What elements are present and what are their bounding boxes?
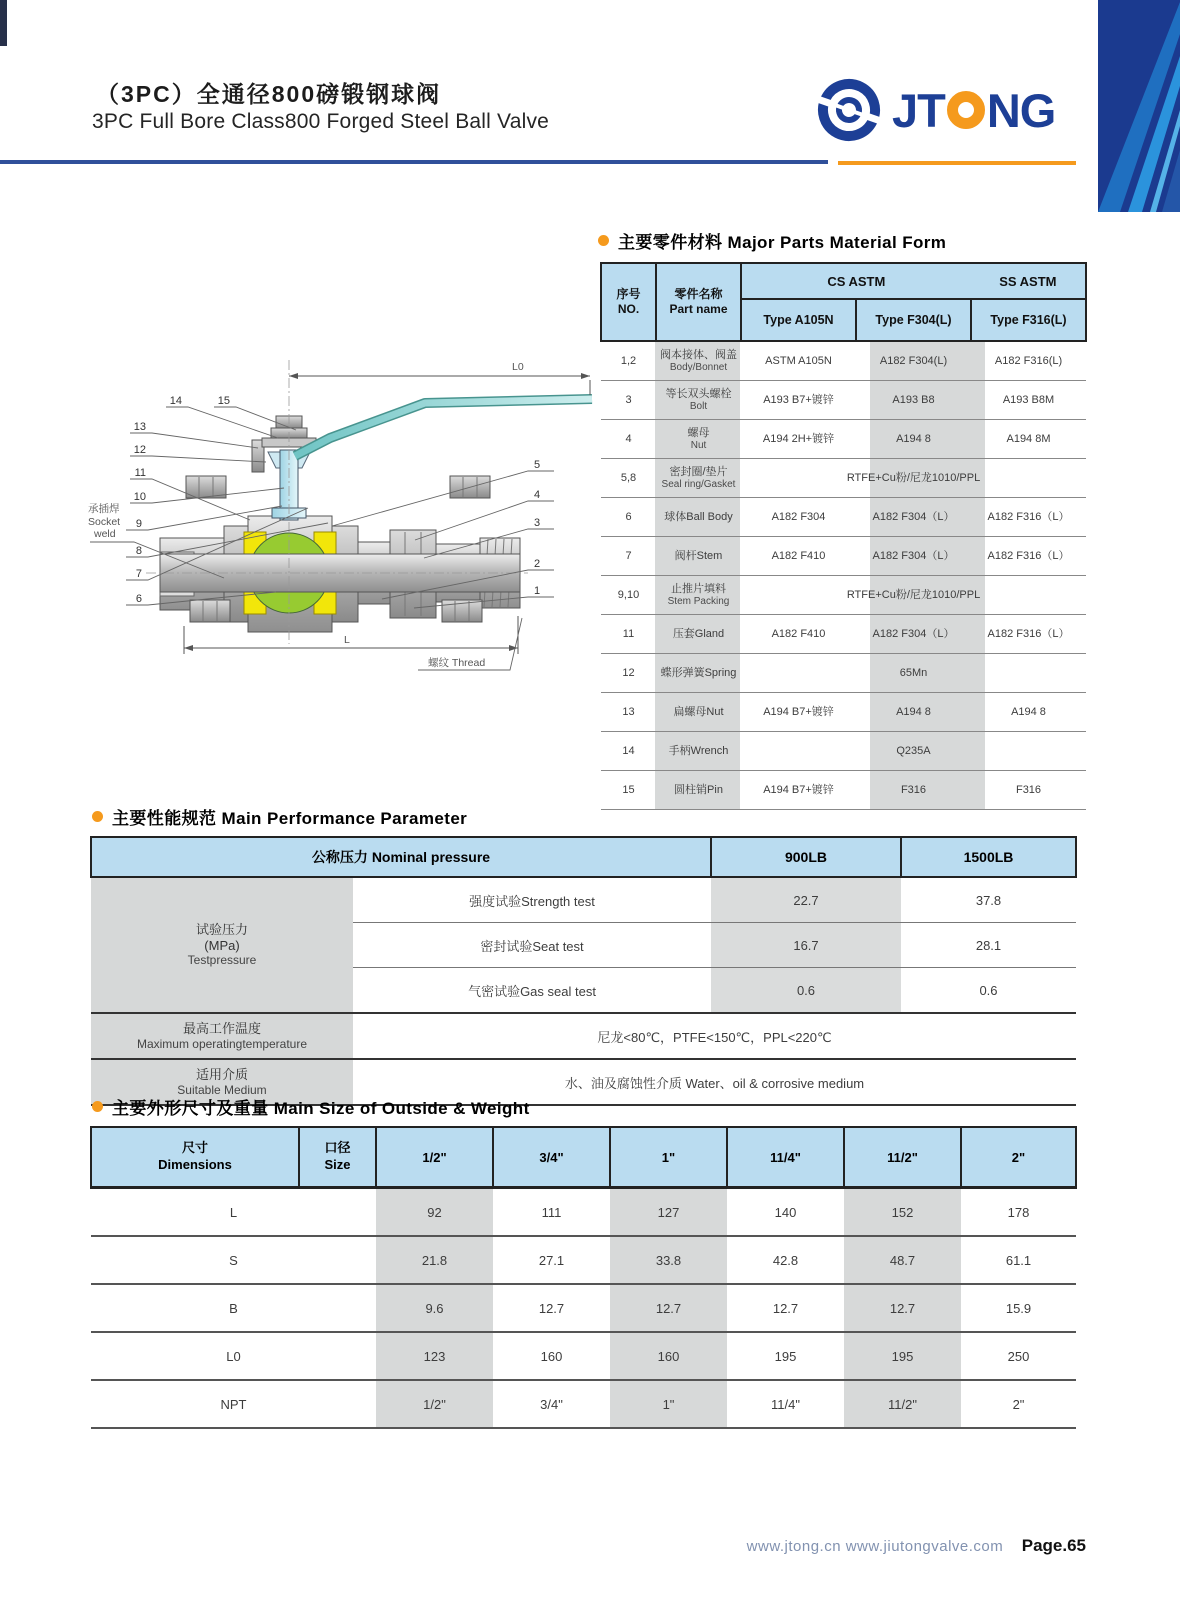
performance-row: [91, 877, 1076, 923]
part-name: [656, 615, 741, 654]
col-header-type-f304: Type F304(L): [856, 299, 971, 341]
size-value: 27.1: [538, 1252, 565, 1268]
pressure-col-900lb: 900LB: [711, 837, 901, 877]
size-value: 123: [376, 1332, 493, 1380]
socket-weld-label-cn: 承插焊: [88, 503, 120, 515]
size-value: 42.8: [772, 1252, 799, 1268]
size-value: 15.9: [1005, 1300, 1032, 1316]
test-value-1500lb: 37.8: [975, 892, 1002, 908]
part-no: 14: [601, 732, 656, 771]
part-callout-6: 6: [135, 593, 142, 605]
medium-value: 水、油及腐蚀性介质 Water、oil & corrosive medium: [564, 1075, 865, 1091]
material-value: F316: [971, 771, 1086, 810]
part-no: 4: [601, 420, 656, 459]
size-value: 2": [1012, 1396, 1025, 1412]
size-value: 11/4": [771, 1396, 800, 1412]
col-header-part-name: 零件名称 Part name: [656, 263, 741, 341]
callout-leader-12: [130, 456, 266, 462]
size-value: 160: [610, 1332, 727, 1380]
part-callout-9: 9: [135, 518, 142, 530]
material-value: A182 F410: [741, 537, 856, 576]
section-title: 主要零件材料 Major Parts Material Form: [618, 233, 947, 252]
part-name-en: Stem Packing: [667, 595, 730, 607]
callout-leader-13: [130, 433, 258, 448]
material-value: A193 B8M: [971, 381, 1086, 420]
material-value: A194 8: [856, 420, 971, 459]
part-callout-8: 8: [135, 545, 142, 557]
brand-text-jt: JT: [892, 83, 945, 137]
material-value: A182 F304: [741, 498, 856, 537]
size-value: 48.7: [844, 1236, 961, 1284]
section-sizes-heading: [92, 1094, 530, 1119]
size-value: 1": [610, 1380, 727, 1428]
size-value: 3/4": [540, 1396, 563, 1412]
part-name-cn: 阀本接体、阀盖: [660, 348, 737, 361]
size-col-header: 1": [610, 1127, 727, 1188]
size-value: 140: [774, 1204, 797, 1220]
material-value: A193 B8: [856, 381, 971, 420]
col-group-header: [741, 263, 1086, 299]
material-value: A194 2H+镀锌: [741, 420, 856, 459]
callout-leader-14: [166, 407, 278, 438]
test-name: 强度试验Strength test: [469, 893, 595, 909]
size-value: 12.7: [538, 1300, 565, 1316]
part-name: [656, 459, 741, 498]
part-callout-1: 1: [534, 585, 541, 597]
col-header-bore-size: 口径 Size: [299, 1127, 376, 1188]
section-title: 主要性能规范 Main Performance Parameter: [112, 809, 468, 828]
part-name-cn: 手柄Wrench: [668, 744, 729, 757]
callout-leader-5: [332, 471, 554, 526]
material-value: A182 F410: [741, 615, 856, 654]
dim-arrow: [509, 645, 518, 651]
socket-weld-label-en2: weld: [94, 528, 116, 540]
material-value: A193 B7+镀锌: [741, 381, 856, 420]
part-name: [656, 654, 741, 693]
materials-row: [601, 654, 1086, 693]
part-callout-4: 4: [534, 489, 541, 501]
col-header-type-f316: Type F316(L): [971, 299, 1086, 341]
bullet-icon: [598, 235, 609, 246]
size-value: 9.6: [376, 1284, 493, 1332]
material-value: A194 8M: [971, 420, 1086, 459]
materials-row: [601, 341, 1086, 381]
part-name-cn: 止推片填料: [671, 582, 726, 595]
size-col-header: 2": [961, 1127, 1076, 1188]
dimension-label: B: [229, 1300, 238, 1316]
valve-drawing: [82, 346, 612, 681]
materials-row: [601, 537, 1086, 576]
part-name: [656, 381, 741, 420]
test-value-1500lb: 28.1: [975, 937, 1002, 953]
size-row: [91, 1188, 1076, 1237]
part-name: [656, 537, 741, 576]
test-pressure-label: 试验压力 (MPa) Testpressure: [91, 877, 353, 1013]
part-callout-5: 5: [534, 459, 541, 471]
material-value: ASTM A105N: [741, 341, 856, 381]
header-rule-blue: [0, 160, 828, 164]
page-footer: [0, 1536, 1086, 1556]
footer-websites: www.jtong.cn www.jiutongvalve.com: [746, 1538, 1004, 1555]
dimension-label: L: [229, 1204, 238, 1220]
part-no: 9,10: [601, 576, 656, 615]
part-no: 12: [601, 654, 656, 693]
section-performance-heading: [92, 804, 467, 829]
materials-row: [601, 732, 1086, 771]
materials-row: [601, 381, 1086, 420]
material-value: A194 8: [971, 693, 1086, 732]
part-name-en: Body/Bonnet: [669, 361, 728, 373]
part-name: [656, 498, 741, 537]
section-title: 主要外形尺寸及重量 Main Size of Outside & Weight: [112, 1099, 530, 1118]
dim-l0-label: L0: [512, 361, 524, 373]
material-value: A182 F304（L）: [856, 537, 971, 576]
part-callout-10: 10: [133, 491, 146, 503]
material-value: A194 B7+镀锌: [741, 771, 856, 810]
dimension-label: NPT: [220, 1396, 247, 1412]
test-name: 气密试验Gas seal test: [468, 983, 596, 999]
part-name: [656, 341, 741, 381]
material-value: Q235A: [741, 732, 1086, 771]
corner-decoration: [1098, 0, 1180, 212]
part-no: 11: [601, 615, 656, 654]
group-cs-astm: CS ASTM: [827, 273, 886, 289]
size-value: 178: [1007, 1204, 1030, 1220]
col-header-no: 序号 NO.: [601, 263, 656, 341]
part-name: [656, 576, 741, 615]
size-value: 160: [540, 1348, 563, 1364]
brand-logo: [812, 72, 1092, 158]
test-value-900lb: 16.7: [711, 923, 901, 968]
part-callout-12: 12: [133, 444, 146, 456]
bullet-icon: [92, 1101, 103, 1112]
medium-label: 适用介质 Suitable Medium: [91, 1059, 353, 1105]
size-value: 21.8: [376, 1236, 493, 1284]
performance-table: [90, 836, 1077, 1106]
thread-label: 螺纹 Thread: [428, 657, 486, 669]
size-value: 195: [844, 1332, 961, 1380]
material-value: A194 B7+镀锌: [741, 693, 856, 732]
part-no: 6: [601, 498, 656, 537]
part-name: [656, 420, 741, 459]
jtong-logo-icon: [812, 72, 886, 148]
part-name-cn: 螺母: [687, 426, 710, 439]
dim-arrow: [289, 373, 298, 379]
dimension-label: L0: [226, 1348, 241, 1364]
materials-table: [600, 262, 1087, 810]
part-name-cn: 等长双头螺栓: [665, 387, 732, 400]
page-title-en: 3PC Full Bore Class800 Forged Steel Ball Valve: [92, 110, 550, 133]
size-row: [91, 1332, 1076, 1380]
part-name-cn: 压套Gland: [672, 627, 725, 640]
material-value: 65Mn: [741, 654, 1086, 693]
part-no: 15: [601, 771, 656, 810]
part-callout-14: 14: [169, 395, 182, 407]
size-value: 33.8: [610, 1236, 727, 1284]
size-value: 12.7: [844, 1284, 961, 1332]
part-no: 13: [601, 693, 656, 732]
brand-o-ring: [947, 91, 985, 129]
size-value: 61.1: [1005, 1252, 1032, 1268]
footer-page-number: Page.65: [1021, 1536, 1086, 1555]
page-edge-mark: [0, 0, 7, 46]
material-value: A182 F304(L): [856, 341, 971, 381]
size-value: 111: [541, 1204, 562, 1220]
materials-row: [601, 498, 1086, 537]
part-no: 7: [601, 537, 656, 576]
part-name-en: Seal ring/Gasket: [661, 478, 736, 490]
part-no: 5,8: [601, 459, 656, 498]
part-name: [656, 732, 741, 771]
test-value-900lb: 22.7: [711, 877, 901, 923]
part-callout-11: 11: [134, 467, 146, 479]
part-name-cn: 密封圈/垫片: [669, 465, 728, 478]
page-title-cn: （3PC）全通径800磅锻钢球阀: [96, 81, 442, 107]
dim-l-label: L: [344, 634, 350, 646]
part-callout-7: 7: [135, 568, 142, 580]
socket-weld-label-en1: Socket: [88, 516, 121, 528]
section-materials-heading: [598, 228, 946, 253]
size-value: 250: [1007, 1348, 1030, 1364]
size-col-header: 3/4": [493, 1127, 610, 1188]
max-temp-value: 尼龙<80℃，PTFE<150℃，PPL<220℃: [597, 1029, 832, 1045]
material-value: A194 8: [856, 693, 971, 732]
size-value: 127: [610, 1188, 727, 1237]
col-header-type-a105n: Type A105N: [741, 299, 856, 341]
test-name: 密封试验Seat test: [480, 938, 584, 954]
part-no: 3: [601, 381, 656, 420]
dimension-label: S: [229, 1252, 238, 1268]
size-col-header: 11/2": [844, 1127, 961, 1188]
brand-text-ng: NG: [986, 83, 1056, 137]
materials-row: [601, 420, 1086, 459]
materials-table-wrap: [600, 262, 1085, 810]
material-value: RTFE+Cu粉/尼龙1010/PPL: [741, 576, 1086, 615]
material-value: A182 F316（L）: [971, 498, 1086, 537]
materials-row: [601, 693, 1086, 732]
material-value: A182 F304（L）: [856, 615, 971, 654]
size-value: 12.7: [772, 1300, 799, 1316]
bullet-icon: [92, 811, 103, 822]
part-no: 1,2: [601, 341, 656, 381]
performance-row: [91, 1013, 1076, 1059]
group-ss-astm: SS ASTM: [999, 273, 1057, 289]
part-name-en: Nut: [690, 439, 707, 451]
part-callout-2: 2: [534, 558, 541, 570]
size-value: 92: [376, 1188, 493, 1237]
materials-row: [601, 771, 1086, 810]
part-callout-3: 3: [534, 517, 541, 529]
max-temp-label: 最高工作温度 Maximum operatingtemperature: [91, 1013, 353, 1059]
part-callout-13: 13: [133, 421, 146, 433]
part-name-cn: 球体Ball Body: [664, 510, 733, 523]
size-row: [91, 1284, 1076, 1332]
handle-outline: [295, 399, 592, 456]
size-row: [91, 1380, 1076, 1428]
material-value: A182 F316(L): [971, 341, 1086, 381]
part-name-cn: 蝶形弹簧Spring: [660, 666, 737, 679]
dim-arrow: [581, 373, 590, 379]
size-value: 195: [774, 1348, 797, 1364]
material-value: A182 F304（L）: [856, 498, 971, 537]
materials-row: [601, 459, 1086, 498]
part-name-cn: 扁螺母Nut: [673, 705, 724, 718]
materials-row: [601, 576, 1086, 615]
col-header-dimensions: 尺寸 Dimensions: [91, 1127, 299, 1188]
material-value: F316: [856, 771, 971, 810]
size-table: [90, 1126, 1077, 1429]
test-value-1500lb: 0.6: [979, 982, 998, 998]
size-col-header: 1/2": [376, 1127, 493, 1188]
part-name-en: Bolt: [689, 400, 708, 412]
size-value: 152: [844, 1188, 961, 1237]
size-value: 11/2": [844, 1380, 961, 1428]
material-value: A182 F316（L）: [971, 537, 1086, 576]
nominal-pressure-header: 公称压力 Nominal pressure: [91, 837, 711, 877]
size-value: 12.7: [610, 1284, 727, 1332]
pressure-col-1500lb: 1500LB: [901, 837, 1076, 877]
material-value: RTFE+Cu粉/尼龙1010/PPL: [741, 459, 1086, 498]
materials-row: [601, 615, 1086, 654]
size-col-header: 11/4": [727, 1127, 844, 1188]
part-name: [656, 693, 741, 732]
part-name-cn: 圆柱销Pin: [674, 783, 723, 796]
material-value: A182 F316（L）: [971, 615, 1086, 654]
part-callout-15: 15: [217, 395, 230, 407]
test-value-900lb: 0.6: [711, 968, 901, 1014]
size-value: 1/2": [376, 1380, 493, 1428]
brand-wordmark: [892, 83, 1055, 138]
size-row: [91, 1236, 1076, 1284]
dim-arrow: [184, 645, 193, 651]
header-rule-orange: [838, 161, 1076, 165]
part-name-cn: 阀杆Stem: [674, 549, 723, 562]
part-name: [656, 771, 741, 810]
performance-table-wrap: [90, 836, 1075, 1106]
size-table-wrap: [90, 1126, 1075, 1429]
